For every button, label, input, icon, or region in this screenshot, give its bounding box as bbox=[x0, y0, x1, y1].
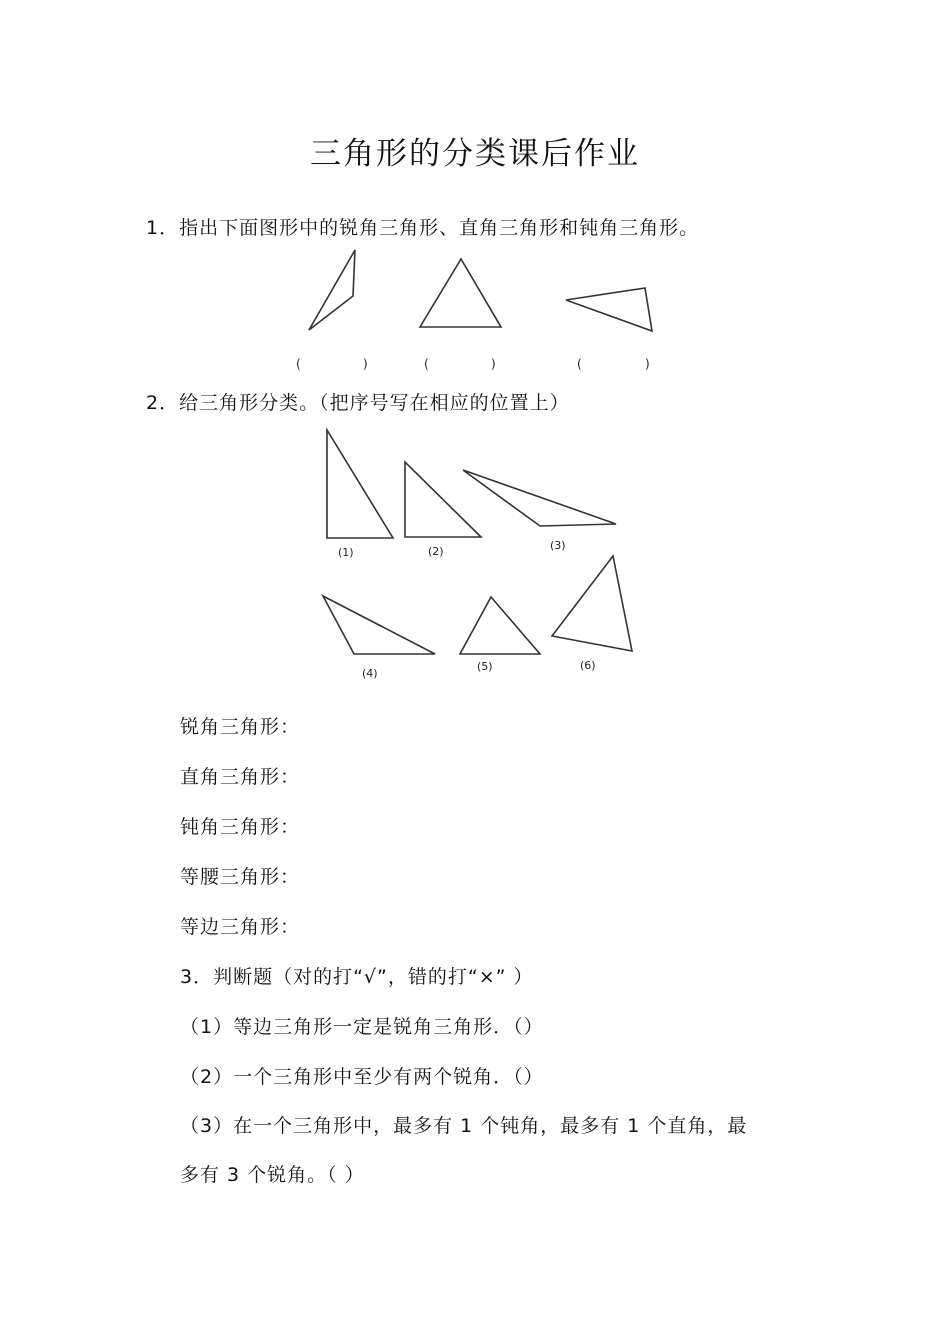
q2-triangle-6 bbox=[552, 556, 632, 651]
q3-item-1: （1）等边三角形一定是锐角三角形．（） bbox=[180, 1016, 544, 1038]
q2-triangle-5 bbox=[460, 597, 540, 654]
q3-item-3-cont: 多有 3 个锐角。（ ） bbox=[180, 1164, 365, 1186]
q1-paren-open-2: ( bbox=[424, 357, 429, 371]
q1-paren-open-1: ( bbox=[296, 357, 301, 371]
q3-item-2: （2）一个三角形中至少有两个锐角．（） bbox=[180, 1066, 544, 1088]
q2-label-6: (6) bbox=[580, 659, 596, 672]
category-equilateral: 等边三角形： bbox=[180, 916, 301, 938]
category-obtuse: 钝角三角形： bbox=[180, 816, 301, 838]
question-2-text: 2．给三角形分类。（把序号写在相应的位置上） bbox=[146, 392, 570, 414]
q1-paren-open-3: ( bbox=[577, 357, 582, 371]
q1-paren-close-2: ) bbox=[491, 357, 496, 371]
q2-triangle-2 bbox=[405, 462, 481, 537]
q2-triangle-3 bbox=[463, 470, 616, 526]
q2-label-3: (3) bbox=[550, 539, 566, 552]
q2-label-4: (4) bbox=[362, 667, 378, 680]
category-isosceles: 等腰三角形： bbox=[180, 866, 301, 888]
q2-label-2: (2) bbox=[428, 545, 444, 558]
category-acute: 锐角三角形： bbox=[180, 716, 301, 738]
q2-triangle-1 bbox=[327, 430, 393, 538]
q2-triangle-4 bbox=[323, 596, 435, 654]
category-right: 直角三角形： bbox=[180, 766, 301, 788]
q1-paren-close-3: ) bbox=[645, 357, 650, 371]
q1-paren-close-1: ) bbox=[363, 357, 368, 371]
q2-label-5: (5) bbox=[477, 660, 493, 673]
page-title: 三角形的分类课后作业 bbox=[310, 136, 640, 172]
q3-item-3: （3）在一个三角形中，最多有 1 个钝角，最多有 1 个直角，最 bbox=[180, 1115, 748, 1137]
q2-label-1: (1) bbox=[338, 546, 354, 559]
question-1-text: 1．指出下面图形中的锐角三角形、直角三角形和钝角三角形。 bbox=[146, 217, 700, 239]
question-3-heading: 3．判断题（对的打“√”，错的打“×” ） bbox=[180, 966, 534, 988]
